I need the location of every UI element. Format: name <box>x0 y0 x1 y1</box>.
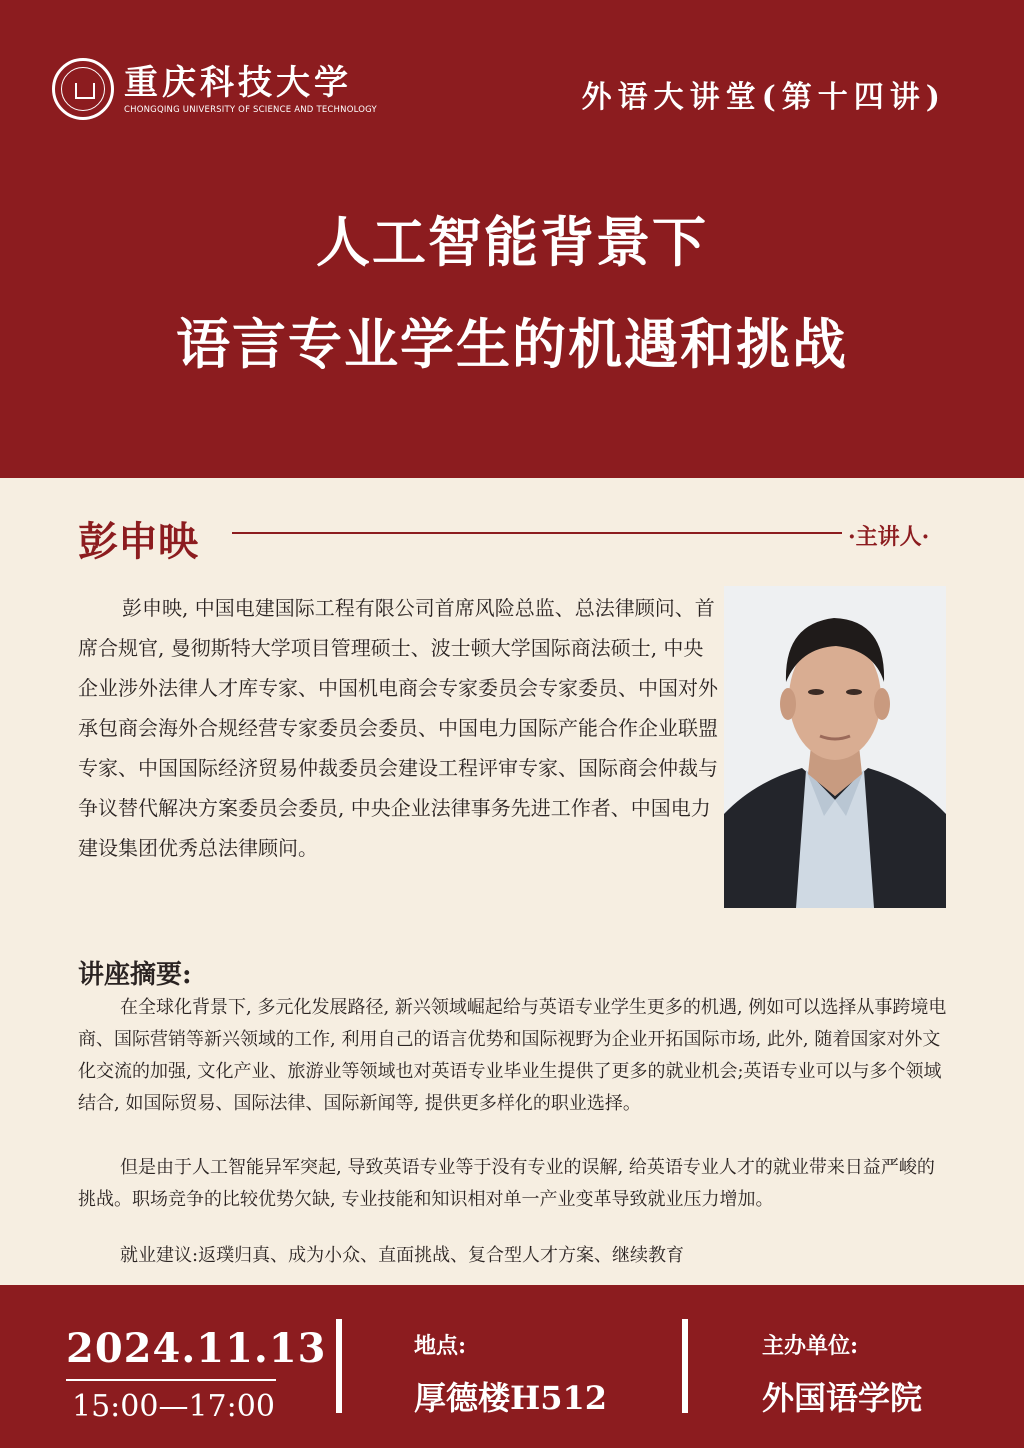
lecture-title-line1: 人工智能背景下 <box>316 210 708 274</box>
date-divider <box>66 1379 276 1381</box>
university-logo <box>52 58 377 120</box>
university-seal-icon <box>52 58 114 120</box>
university-name-cn: 重庆科技大学 <box>124 63 352 103</box>
abstract-heading: 讲座摘要: <box>78 960 192 990</box>
abstract-paragraph-2: 但是由于人工智能异军突起, 导致英语专业等于没有专业的误解, 给英语专业人才的就业带来日益严峻的挑战。职场竞争的比较优势欠缺, 专业技能和知识相对单一产业变革导致就业压力增加。 <box>78 1157 935 1210</box>
event-time: 15:00—17:00 <box>72 1389 275 1424</box>
footer-separator <box>336 1319 342 1413</box>
footer-separator <box>682 1319 688 1413</box>
speaker-name: 彭申映 <box>78 518 198 565</box>
speaker-role: ·主讲人· <box>848 524 930 550</box>
event-date: 2024.11.13 <box>66 1325 327 1372</box>
logo-text <box>124 63 377 115</box>
speaker-bio: 彭申映, 中国电建国际工程有限公司首席风险总监、总法律顾问、首席合规官, 曼彻斯特大学项目管理硕士、波士顿大学国际商法硕士, 中央企业涉外法律人才库专家、中国机电商会专家委员会专家委员、中国对外承包商会海外合规经营专家委员会委员、中国电力国际产能合作企业联盟专家、中国国际经济贸易仲裁委员会建设工程评审专家、国际商会仲裁与争议替代解决方案委员会委员, 中央企业法律事务先进工作者、中国电力建设集团优秀总法律顾问。 <box>78 596 718 860</box>
speaker-photo <box>724 586 946 908</box>
abstract-paragraph-3: 就业建议:返璞归真、成为小众、直面挑战、复合型人才方案、继续教育 <box>120 1245 685 1266</box>
lecture-title-line2: 语言专业学生的机遇和挑战 <box>176 312 848 376</box>
location-value: 厚德楼H512 <box>414 1379 608 1417</box>
organizer-label: 主办单位: <box>762 1333 859 1359</box>
lecture-series: 外语大讲堂(第十四讲) <box>581 80 946 115</box>
organizer-value: 外国语学院 <box>762 1379 923 1417</box>
speaker-portrait-image <box>724 586 946 908</box>
footer-band <box>0 1285 1024 1448</box>
location-label: 地点: <box>414 1333 467 1359</box>
abstract-paragraph-1: 在全球化背景下, 多元化发展路径, 新兴领域崛起给与英语专业学生更多的机遇, 例如可以选择从事跨境电商、国际营销等新兴领域的工作, 利用自己的语言优势和国际视野为企业开拓国际市场, 此外, 随着国家对外文化交流的加强, 文化产业、旅游业等领域也对英语专业毕业生提供了更多的就业机会;英语专业可以与多个领域结合, 如国际贸易、国际法律、国际新闻等, 提供更多样化的职业选择。 <box>78 997 947 1114</box>
university-name-en: CHONGQING UNIVERSITY OF SCIENCE AND TECHNOLOGY <box>124 105 377 115</box>
speaker-divider <box>232 532 842 534</box>
header-band <box>0 0 1024 478</box>
